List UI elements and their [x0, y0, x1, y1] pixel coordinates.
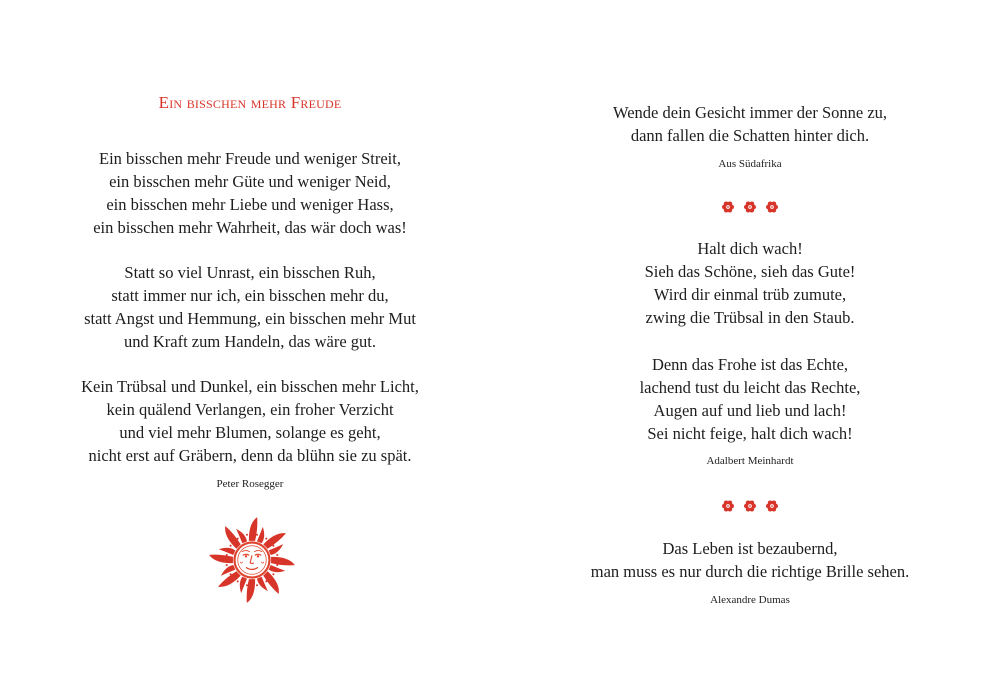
sun-ray	[263, 571, 279, 594]
right-page	[500, 0, 1000, 700]
sun-ray	[257, 527, 264, 544]
sun-dot	[265, 538, 267, 540]
poem-line: und viel mehr Blumen, solange es geht,	[119, 423, 381, 442]
quote-line: man muss es nur durch die richtige Brille sehen.	[590, 562, 910, 581]
sun-dot	[276, 554, 278, 556]
sun-dot	[230, 545, 232, 547]
quote-south-africa	[500, 101, 1000, 147]
sun-ray	[271, 557, 295, 565]
quote-dumas	[500, 537, 1000, 583]
flower-ornament-icon	[500, 200, 1000, 216]
sun-dot	[226, 554, 228, 556]
poem-line: zwing die Trübsal in den Staub.	[645, 308, 855, 327]
flower-icon	[765, 499, 779, 513]
sun-ray	[218, 571, 241, 587]
poem-line: statt Angst und Hemmung, ein bisschen mehr Mut	[84, 309, 416, 328]
quote-author: Alexandre Dumas	[710, 594, 790, 606]
poem-line: Wird dir einmal trüb zumute,	[653, 285, 847, 304]
poem-line: kein quälend Verlangen, ein froher Verzicht	[106, 400, 394, 419]
poem-line: ein bisschen mehr Wahrheit, das wär doch was!	[93, 218, 407, 237]
poem-line: Kein Trübsal und Dunkel, ein bisschen mehr Licht,	[81, 377, 419, 396]
poem-line: Sieh das Schöne, sieh das Gute!	[644, 262, 856, 281]
sun-dot	[265, 580, 267, 582]
poem-line: ein bisschen mehr Liebe und weniger Hass,	[106, 195, 394, 214]
poem-line: und Kraft zum Handeln, das wäre gut.	[123, 332, 376, 351]
sun-dot	[272, 545, 274, 547]
sun-dot	[230, 573, 232, 575]
stanza	[500, 237, 1000, 329]
sun-ray	[225, 526, 241, 549]
sun-face-icon	[206, 514, 298, 606]
flower-icon	[743, 499, 757, 513]
author-block	[0, 477, 500, 491]
sun-ray	[247, 579, 255, 603]
poem-line: ein bisschen mehr Güte und weniger Neid,	[109, 172, 391, 191]
stanza	[0, 147, 500, 239]
poem-line: Augen auf und lieb und lach!	[653, 401, 847, 420]
stanza	[0, 375, 500, 467]
sun-dot	[226, 564, 228, 566]
poem-line: Ein bisschen mehr Freude und weniger Streit,	[99, 149, 401, 168]
quote-source: Aus Südafrika	[718, 158, 782, 170]
sun-dot	[246, 534, 248, 536]
stanza	[500, 353, 1000, 445]
flower-icon	[721, 200, 735, 214]
stanza	[0, 261, 500, 353]
poem-line: statt immer nur ich, ein bisschen mehr du,	[111, 286, 389, 305]
poem-line: Statt so viel Unrast, ein bisschen Ruh,	[124, 263, 376, 282]
sun-dot	[246, 584, 248, 586]
poem-line: Sei nicht feige, halt dich wach!	[647, 424, 853, 443]
sun-dot	[272, 573, 274, 575]
poem-author: Adalbert Meinhardt	[706, 455, 794, 467]
sun-ray	[240, 577, 247, 594]
sun-dot	[276, 564, 278, 566]
author-block	[500, 454, 1000, 468]
sun-dot	[237, 538, 239, 540]
sun-ray	[263, 533, 286, 549]
flower-icon	[765, 200, 779, 214]
flower-icon	[743, 200, 757, 214]
quote-source-block	[500, 157, 1000, 171]
quote-line: Wende dein Gesicht immer der Sonne zu,	[612, 103, 888, 122]
quote-line: Das Leben ist bezaubernd,	[662, 539, 838, 558]
quote-line: dann fallen die Schatten hinter dich.	[630, 126, 870, 145]
flower-icon	[721, 499, 735, 513]
sun-ray	[219, 548, 236, 555]
author-block	[500, 593, 1000, 607]
poem-author: Peter Rosegger	[216, 478, 284, 490]
poem-line: Halt dich wach!	[697, 239, 803, 258]
poem-line: lachend tust du leicht das Rechte,	[639, 378, 861, 397]
sun-ray	[249, 517, 257, 541]
sun-dot	[237, 580, 239, 582]
flower-ornament-icon	[500, 499, 1000, 515]
sun-ray	[209, 555, 233, 563]
sun-ray	[269, 565, 286, 572]
sun-dot	[256, 584, 258, 586]
poem-line: Denn das Frohe ist das Echte,	[651, 355, 849, 374]
poem-title: Ein bisschen mehr Freude	[158, 93, 342, 112]
sun-dot	[256, 534, 258, 536]
poem-line: nicht erst auf Gräbern, denn da blühn sie zu spät.	[88, 446, 412, 465]
